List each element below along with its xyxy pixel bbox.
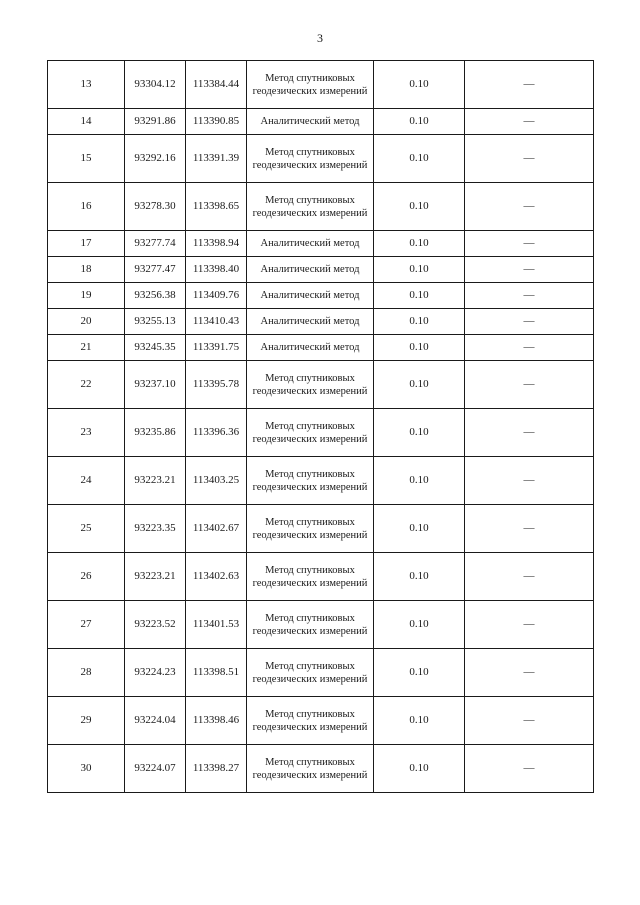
- y-coordinate-cell: 113396.36: [186, 409, 247, 457]
- y-coordinate-cell: 113402.63: [186, 553, 247, 601]
- description-cell: [465, 309, 594, 335]
- method-cell: Аналитический метод: [247, 335, 374, 361]
- description-cell: [465, 649, 594, 697]
- point-number-cell: 25: [48, 505, 125, 553]
- x-coordinate-cell: 93223.35: [125, 505, 186, 553]
- description-cell: [465, 601, 594, 649]
- table-row: [48, 697, 594, 745]
- method-cell: Метод спутниковых геодезических измерений: [247, 61, 374, 109]
- precision-cell: 0.10: [374, 257, 465, 283]
- x-coordinate-cell: 93224.04: [125, 697, 186, 745]
- method-cell: Аналитический метод: [247, 257, 374, 283]
- x-coordinate-cell: 93223.21: [125, 553, 186, 601]
- x-coordinate-cell: 93256.38: [125, 283, 186, 309]
- y-coordinate-cell: 113395.78: [186, 361, 247, 409]
- y-coordinate-cell: 113384.44: [186, 61, 247, 109]
- y-coordinate-cell: 113409.76: [186, 283, 247, 309]
- precision-cell: 0.10: [374, 697, 465, 745]
- precision-cell: 0.10: [374, 231, 465, 257]
- description-cell: [465, 135, 594, 183]
- description-cell: [465, 231, 594, 257]
- x-coordinate-cell: 93237.10: [125, 361, 186, 409]
- table-row: [48, 61, 594, 109]
- x-coordinate-cell: 93223.52: [125, 601, 186, 649]
- table-row: [48, 457, 594, 505]
- description-cell: [465, 183, 594, 231]
- x-coordinate-cell: 93245.35: [125, 335, 186, 361]
- table-row: [48, 283, 594, 309]
- x-coordinate-cell: 93223.21: [125, 457, 186, 505]
- dash-mark: —: [523, 263, 535, 275]
- dash-mark: —: [523, 237, 535, 249]
- description-cell: [465, 745, 594, 793]
- y-coordinate-cell: 113391.75: [186, 335, 247, 361]
- method-cell: Аналитический метод: [247, 283, 374, 309]
- precision-cell: 0.10: [374, 649, 465, 697]
- description-cell: [465, 505, 594, 553]
- table-row: [48, 109, 594, 135]
- method-cell: Метод спутниковых геодезических измерений: [247, 457, 374, 505]
- table-row: [48, 745, 594, 793]
- dash-mark: —: [523, 618, 535, 630]
- y-coordinate-cell: 113398.94: [186, 231, 247, 257]
- dash-mark: —: [523, 78, 535, 90]
- dash-mark: —: [523, 570, 535, 582]
- x-coordinate-cell: 93278.30: [125, 183, 186, 231]
- point-number-cell: 30: [48, 745, 125, 793]
- method-cell: Метод спутниковых геодезических измерений: [247, 745, 374, 793]
- table-row: [48, 231, 594, 257]
- x-coordinate-cell: 93292.16: [125, 135, 186, 183]
- description-cell: [465, 457, 594, 505]
- precision-cell: 0.10: [374, 61, 465, 109]
- dash-mark: —: [523, 152, 535, 164]
- dash-mark: —: [523, 200, 535, 212]
- precision-cell: 0.10: [374, 457, 465, 505]
- precision-cell: 0.10: [374, 283, 465, 309]
- table-row: [48, 335, 594, 361]
- y-coordinate-cell: 113398.27: [186, 745, 247, 793]
- dash-mark: —: [523, 762, 535, 774]
- table-row: [48, 183, 594, 231]
- precision-cell: 0.10: [374, 505, 465, 553]
- method-cell: Метод спутниковых геодезических измерений: [247, 135, 374, 183]
- point-number-cell: 15: [48, 135, 125, 183]
- dash-mark: —: [523, 378, 535, 390]
- y-coordinate-cell: 113398.65: [186, 183, 247, 231]
- method-cell: Метод спутниковых геодезических измерений: [247, 183, 374, 231]
- y-coordinate-cell: 113398.40: [186, 257, 247, 283]
- point-number-cell: 23: [48, 409, 125, 457]
- point-number-cell: 24: [48, 457, 125, 505]
- precision-cell: 0.10: [374, 183, 465, 231]
- precision-cell: 0.10: [374, 309, 465, 335]
- precision-cell: 0.10: [374, 109, 465, 135]
- description-cell: [465, 109, 594, 135]
- table-row: [48, 409, 594, 457]
- precision-cell: 0.10: [374, 361, 465, 409]
- point-number-cell: 20: [48, 309, 125, 335]
- y-coordinate-cell: 113391.39: [186, 135, 247, 183]
- method-cell: Метод спутниковых геодезических измерений: [247, 697, 374, 745]
- dash-mark: —: [523, 474, 535, 486]
- point-number-cell: 27: [48, 601, 125, 649]
- point-number-cell: 18: [48, 257, 125, 283]
- table-row: [48, 649, 594, 697]
- x-coordinate-cell: 93224.23: [125, 649, 186, 697]
- description-cell: [465, 553, 594, 601]
- y-coordinate-cell: 113398.51: [186, 649, 247, 697]
- y-coordinate-cell: 113403.25: [186, 457, 247, 505]
- point-number-cell: 22: [48, 361, 125, 409]
- table-row: [48, 505, 594, 553]
- coordinates-table-body: [48, 61, 594, 793]
- method-cell: Аналитический метод: [247, 231, 374, 257]
- x-coordinate-cell: 93235.86: [125, 409, 186, 457]
- table-row: [48, 135, 594, 183]
- dash-mark: —: [523, 426, 535, 438]
- x-coordinate-cell: 93224.07: [125, 745, 186, 793]
- table-row: [48, 601, 594, 649]
- point-number-cell: 13: [48, 61, 125, 109]
- method-cell: Аналитический метод: [247, 109, 374, 135]
- dash-mark: —: [523, 341, 535, 353]
- point-number-cell: 26: [48, 553, 125, 601]
- table-row: [48, 309, 594, 335]
- method-cell: Метод спутниковых геодезических измерений: [247, 553, 374, 601]
- dash-mark: —: [523, 315, 535, 327]
- point-number-cell: 16: [48, 183, 125, 231]
- y-coordinate-cell: 113402.67: [186, 505, 247, 553]
- precision-cell: 0.10: [374, 553, 465, 601]
- x-coordinate-cell: 93255.13: [125, 309, 186, 335]
- table-row: [48, 257, 594, 283]
- point-number-cell: 21: [48, 335, 125, 361]
- precision-cell: 0.10: [374, 409, 465, 457]
- page-number: 3: [317, 31, 323, 45]
- precision-cell: 0.10: [374, 135, 465, 183]
- point-number-cell: 19: [48, 283, 125, 309]
- precision-cell: 0.10: [374, 601, 465, 649]
- y-coordinate-cell: 113398.46: [186, 697, 247, 745]
- method-cell: Метод спутниковых геодезических измерений: [247, 361, 374, 409]
- point-number-cell: 14: [48, 109, 125, 135]
- x-coordinate-cell: 93304.12: [125, 61, 186, 109]
- method-cell: Метод спутниковых геодезических измерений: [247, 649, 374, 697]
- point-number-cell: 28: [48, 649, 125, 697]
- description-cell: [465, 335, 594, 361]
- dash-mark: —: [523, 289, 535, 301]
- method-cell: Метод спутниковых геодезических измерений: [247, 505, 374, 553]
- x-coordinate-cell: 93277.47: [125, 257, 186, 283]
- x-coordinate-cell: 93277.74: [125, 231, 186, 257]
- x-coordinate-cell: 93291.86: [125, 109, 186, 135]
- dash-mark: —: [523, 714, 535, 726]
- dash-mark: —: [523, 522, 535, 534]
- description-cell: [465, 283, 594, 309]
- coordinates-table: [47, 60, 594, 793]
- y-coordinate-cell: 113410.43: [186, 309, 247, 335]
- y-coordinate-cell: 113401.53: [186, 601, 247, 649]
- dash-mark: —: [523, 115, 535, 127]
- description-cell: [465, 697, 594, 745]
- table-row: [48, 553, 594, 601]
- precision-cell: 0.10: [374, 745, 465, 793]
- description-cell: [465, 61, 594, 109]
- description-cell: [465, 361, 594, 409]
- precision-cell: 0.10: [374, 335, 465, 361]
- method-cell: Метод спутниковых геодезических измерений: [247, 601, 374, 649]
- description-cell: [465, 257, 594, 283]
- y-coordinate-cell: 113390.85: [186, 109, 247, 135]
- point-number-cell: 17: [48, 231, 125, 257]
- table-row: [48, 361, 594, 409]
- dash-mark: —: [523, 666, 535, 678]
- point-number-cell: 29: [48, 697, 125, 745]
- description-cell: [465, 409, 594, 457]
- method-cell: Метод спутниковых геодезических измерений: [247, 409, 374, 457]
- method-cell: Аналитический метод: [247, 309, 374, 335]
